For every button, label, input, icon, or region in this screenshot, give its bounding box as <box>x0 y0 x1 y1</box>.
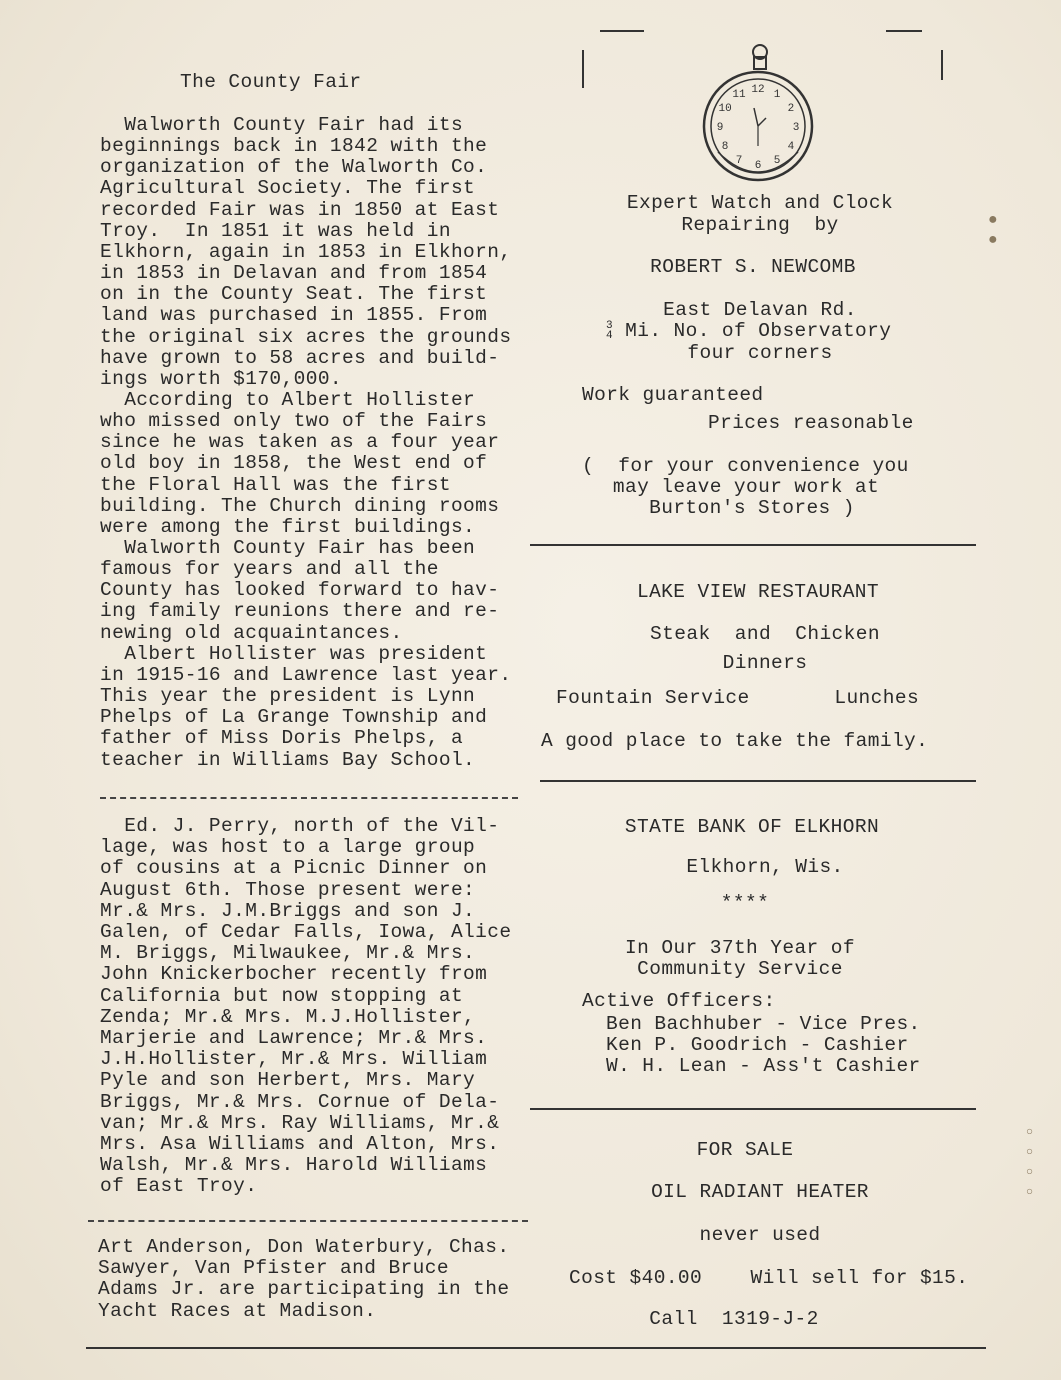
bank-stars: **** <box>720 892 770 914</box>
text-line: land was purchased in 1855. From <box>100 304 488 327</box>
fair-title: The County Fair <box>180 71 362 93</box>
binder-marks: ● ● <box>988 211 998 249</box>
text-line: of cousins at a Picnic Dinner on <box>100 857 488 880</box>
text-line: Phelps of La Grange Township and <box>100 706 488 729</box>
watch-numeral: 8 <box>721 141 729 153</box>
watch-numeral: 4 <box>787 141 795 153</box>
text-line: of East Troy. <box>100 1175 258 1198</box>
text-line: famous for years and all the <box>100 558 439 581</box>
watch-ad-name: ROBERT S. NEWCOMB <box>650 256 856 278</box>
watch-numeral: 12 <box>751 84 765 96</box>
text-line: Zenda; Mr.& Mrs. M.J.Hollister, <box>100 1005 476 1028</box>
sale-call: Call 1319-J-2 <box>649 1308 819 1330</box>
bank-officer: Ben Bachhuber - Vice Pres. <box>606 1013 921 1035</box>
divider <box>100 797 518 799</box>
text-line: Pyle and son Herbert, Mrs. Mary <box>100 1069 476 1092</box>
text-line: in 1915-16 and Lawrence last year. <box>100 663 512 686</box>
text-line: were among the first buildings. <box>100 515 476 538</box>
watch-numeral: 3 <box>792 122 800 134</box>
bank-year2: Community Service <box>637 958 843 980</box>
text-line: beginnings back in 1842 with the <box>100 135 488 158</box>
watch-numeral: 11 <box>732 89 746 102</box>
sale-price: Cost $40.00 Will sell for $15. <box>569 1267 969 1289</box>
watch-numeral: 6 <box>754 160 762 172</box>
restaurant-line1: Steak and Chicken <box>650 623 880 645</box>
text-line: Elkhorn, again in 1853 in Elkhorn, <box>100 240 512 263</box>
text-line: who missed only two of the Fairs <box>100 410 488 433</box>
text-line: Mr.& Mrs. J.M.Briggs and son J. <box>100 899 476 922</box>
text-line: ings worth $170,000. <box>100 367 343 390</box>
bank-city: Elkhorn, Wis. <box>686 856 844 878</box>
watch-ad-address2: 3 4 Mi. No. of Observatory <box>606 320 892 343</box>
text-line: J.H.Hollister, Mr.& Mrs. William <box>100 1048 488 1071</box>
text-line: recorded Fair was in 1850 at East <box>100 198 500 221</box>
text-line: Sawyer, Van Pfister and Bruce <box>98 1257 449 1280</box>
margin-bar <box>582 50 584 88</box>
watch-ad-convenience3: Burton's Stores ) <box>649 497 855 519</box>
watch-ad-line2: Repairing by <box>681 214 839 236</box>
watch-numeral: 10 <box>718 103 732 115</box>
top-rule <box>886 30 922 32</box>
section-rule <box>540 780 976 782</box>
text-line: lage, was host to a large group <box>100 836 476 859</box>
watch-numeral: 1 <box>773 89 781 102</box>
text-line: Yacht Races at Madison. <box>98 1299 377 1322</box>
sale-condition: never used <box>699 1224 821 1246</box>
text-line: the original six acres the grounds <box>100 325 512 348</box>
fraction: 3 4 <box>606 320 614 342</box>
text-line: Galen, of Cedar Falls, Iowa, Alice <box>100 921 512 943</box>
restaurant-line2: Dinners <box>722 652 808 674</box>
watch-ad-convenience2: may leave your work at <box>612 476 880 498</box>
divider <box>88 1220 528 1222</box>
text-line: This year the president is Lynn <box>100 685 476 708</box>
text-line: According to Albert Hollister <box>100 388 476 411</box>
text-line: California but now stopping at <box>100 984 464 1007</box>
bank-officers-heading: Active Officers: <box>582 990 776 1012</box>
section-rule <box>530 544 976 546</box>
text-line: Marjerie and Lawrence; Mr.& Mrs. <box>100 1027 488 1049</box>
pocket-watch-icon <box>700 42 816 188</box>
watch-ad-prices: Prices reasonable <box>708 412 914 434</box>
restaurant-line4: A good place to take the family. <box>541 730 929 752</box>
sale-item: OIL RADIANT HEATER <box>651 1181 869 1203</box>
watch-ad-line1: Expert Watch and Clock <box>626 192 894 214</box>
bottom-rule <box>86 1347 986 1349</box>
text-line: Agricultural Society. The first <box>100 177 476 200</box>
text-line: on in the County Seat. The first <box>100 283 488 306</box>
watch-numeral: 5 <box>773 154 781 167</box>
watch-ad-guarantee: Work guaranteed <box>582 384 764 406</box>
text-line: Mrs. Asa Williams and Alton, Mrs. <box>100 1133 500 1155</box>
bank-officer: Ken P. Goodrich - Cashier <box>606 1034 909 1056</box>
text-line: van; Mr.& Mrs. Ray Williams, Mr.& <box>100 1111 500 1134</box>
text-line: Albert Hollister was president <box>100 642 488 665</box>
text-line: building. The Church dining rooms <box>100 494 500 517</box>
text-line: Walworth County Fair had its <box>100 114 464 136</box>
text-line: Adams Jr. are participating in the <box>98 1278 510 1301</box>
text-line: old boy in 1858, the West end of <box>100 452 488 475</box>
text-line: County has looked forward to hav- <box>100 579 500 602</box>
text-line: Troy. In 1851 it was held in <box>100 219 451 242</box>
watch-numeral: 7 <box>735 154 743 167</box>
text-line: Ed. J. Perry, north of the Vil- <box>100 815 500 837</box>
text-line: M. Briggs, Milwaukee, Mr.& Mrs. <box>100 942 476 965</box>
text-line: the Floral Hall was the first <box>100 473 451 496</box>
bank-officer: W. H. Lean - Ass't Cashier <box>606 1055 921 1077</box>
text-line: John Knickerbocher recently from <box>100 963 488 986</box>
text-line: August 6th. Those present were: <box>100 878 476 901</box>
text-line: since he was taken as a four year <box>100 431 500 454</box>
text-line: father of Miss Doris Phelps, a <box>100 727 464 750</box>
margin-bar <box>941 50 943 80</box>
text-line: Walworth County Fair has been <box>100 537 476 559</box>
text-line: Art Anderson, Don Waterbury, Chas. <box>98 1236 510 1258</box>
watch-numeral: 2 <box>787 103 795 115</box>
restaurant-name: LAKE VIEW RESTAURANT <box>636 581 880 603</box>
text-line: Briggs, Mr.& Mrs. Cornue of Dela- <box>100 1090 500 1113</box>
watch-ad-address1: East Delavan Rd. <box>663 299 857 321</box>
restaurant-line3: Fountain Service Lunches <box>556 687 920 709</box>
watch-ad-convenience1: ( for your convenience you <box>582 455 909 477</box>
text-line: teacher in Williams Bay School. <box>100 748 476 771</box>
bank-name: STATE BANK OF ELKHORN <box>624 816 880 838</box>
bank-year1: In Our 37th Year of <box>625 937 855 959</box>
text-line: ing family reunions there and re- <box>100 600 500 623</box>
binder-marks: ○ ○ ○ ○ <box>1026 1125 1034 1199</box>
top-rule <box>600 30 644 32</box>
text-line: newing old acquaintances. <box>100 621 403 644</box>
watch-ad-address3: four corners <box>687 342 833 364</box>
section-rule <box>530 1108 976 1110</box>
text-line: organization of the Walworth Co. <box>100 156 488 179</box>
text-line: have grown to 58 acres and build- <box>100 346 500 369</box>
text-line: in 1853 in Delavan and from 1854 <box>100 262 488 285</box>
watch-numeral: 9 <box>716 122 724 134</box>
text-line: Walsh, Mr.& Mrs. Harold Williams <box>100 1154 488 1177</box>
sale-heading: FOR SALE <box>696 1139 794 1161</box>
